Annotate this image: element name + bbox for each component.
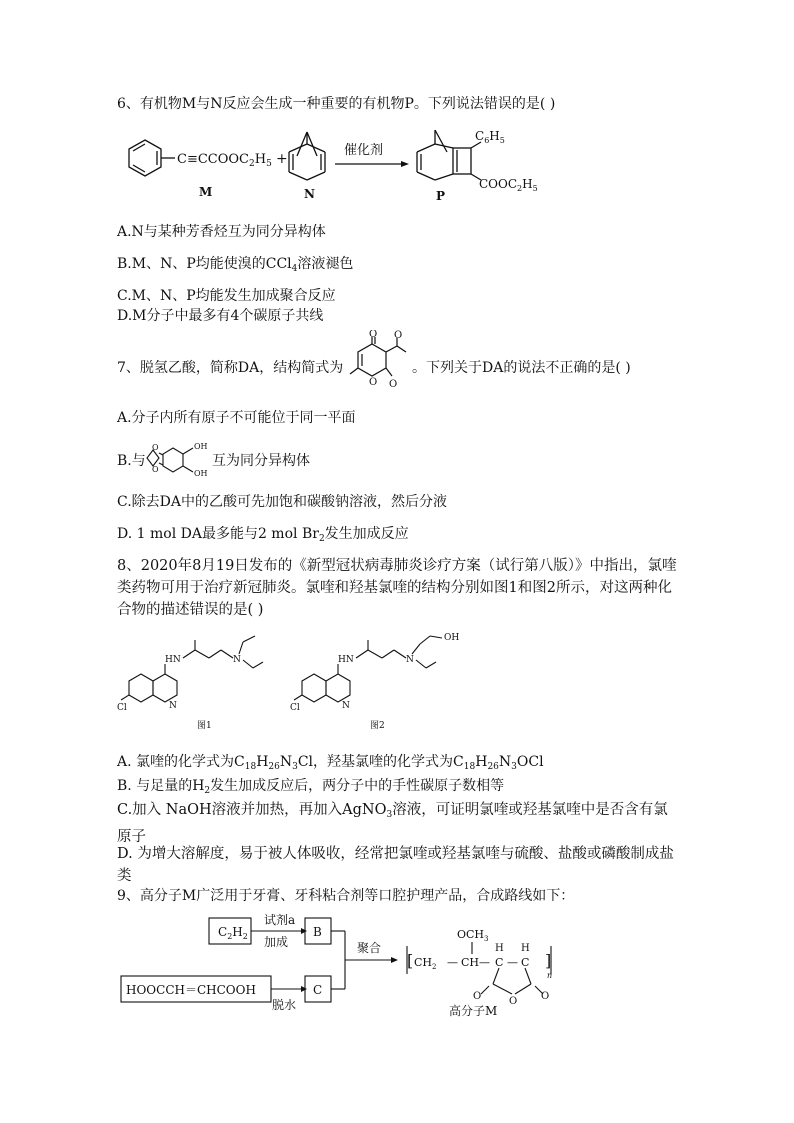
dehydroacetic-acid-structure [342, 330, 412, 392]
addition-label: 加成 [264, 935, 289, 949]
ring-o1: O [473, 991, 482, 1002]
q6-reaction-scheme [117, 122, 557, 208]
svg-text:图2: 图2 [370, 721, 385, 731]
q6-option-d: D.M分子中最多有4个碳原子共线 [117, 308, 324, 324]
norbornadiene-structure [289, 132, 325, 180]
plus-sign: + [276, 151, 288, 167]
q8-option-a: A. 氯喹的化学式为$C_{18}H_{26}N_3Cl$，羟基氯喹的化学式为$C_{18}H_{26}N_3OCl$ [117, 754, 544, 772]
m-substituent-text: $C\equiv CCOOC_2H_5$ [177, 152, 272, 169]
svg-text:O: O [394, 330, 403, 341]
svg-text:—: — [479, 956, 490, 969]
q7-option-b-pre: B.与 [117, 453, 146, 469]
q6-option-c: C.M、N、P均能发生加成聚合反应 [117, 288, 336, 304]
svg-text:O: O [152, 465, 159, 474]
polymerize-label: 聚合 [357, 941, 382, 955]
ch-group: CH [461, 956, 480, 969]
svg-text:OH: OH [194, 442, 208, 451]
bracket-right: ] [545, 951, 552, 970]
ring-o3: O [541, 991, 550, 1002]
q6-stem: 6、有机物M与N反应会生成一种重要的有机物P。下列说法错误的是( ) [117, 96, 556, 112]
q7-option-c: C.除去DA中的乙酸可先加饱和碳酸钠溶液，然后分液 [117, 494, 447, 510]
product-p-structure [417, 130, 481, 180]
label-p: P [436, 189, 446, 203]
svg-text:—: — [507, 956, 518, 969]
arrow-head-icon [401, 161, 409, 167]
svg-text:—: — [447, 956, 458, 969]
box-b-label: B [313, 925, 322, 939]
figure-2-hydroxychloroquine [290, 628, 470, 732]
p-top-substituent: $C_6H_5$ [475, 129, 505, 145]
c2h2-label: $C_2H_2$ [218, 925, 248, 941]
q9-stem: 9、高分子M广泛用于牙膏、牙科粘合剂等口腔护理产品，合成路线如下： [117, 888, 575, 904]
p-bottom-substituent: $COOC_2H_5$ [479, 177, 538, 193]
ring-c2: C [521, 956, 530, 969]
svg-text:OH: OH [444, 633, 460, 643]
reagent-a-label: 试剂a [264, 913, 296, 927]
label-m: M [199, 185, 213, 199]
svg-text:O: O [389, 379, 398, 390]
q8-stem: 8、2020年8月19日发布的《新型冠状病毒肺炎诊疗方案（试行第八版）》中指出，氯喹类药物可用于治疗新冠肺炎。氯喹和羟基氯喹的结构分别如图1和图2所示，对这两种化合物的描述错误的是( ) [117, 558, 677, 618]
ring-h1: H [495, 943, 504, 954]
q7-option-b-post: 互为同分异构体 [212, 453, 310, 469]
ring-o2: O [509, 996, 518, 1007]
dehydrate-label: 脱水 [272, 998, 297, 1012]
och3-group: $OCH_3$ [457, 928, 489, 943]
q6-option-b: B.M、N、P均能使溴的CCl$_4$溶液褪色 [117, 256, 354, 274]
q8-option-b: B. 与足量的$H_2$发生加成反应后，两分子中的手性碳原子数相等 [117, 778, 505, 796]
svg-text:Cl: Cl [117, 703, 127, 713]
arrow-head-icon [391, 957, 398, 963]
polymer-m-label: 高分子M [449, 1004, 498, 1018]
q7-stem-pre: 7、脱氢乙酸，简称DA，结构简式为 [117, 360, 344, 376]
svg-text:O: O [369, 330, 378, 340]
svg-text:O: O [369, 377, 378, 388]
q7-option-a: A.分子内所有原子不可能位于同一平面 [117, 410, 356, 426]
catalyst-label: 催化剂 [344, 143, 384, 158]
bracket-left: [ [407, 951, 414, 970]
box-c-label: C [313, 983, 323, 997]
svg-text:N: N [406, 655, 414, 665]
figure-1-chloroquine [117, 632, 267, 732]
svg-text:O: O [152, 443, 159, 452]
option-b-catechol-structure [145, 436, 213, 482]
repeat-n: n [547, 971, 553, 980]
q7-option-d: D. 1 mol DA最多能与2 mol $Br_2$发生加成反应 [117, 526, 409, 544]
ring-h2: H [521, 943, 530, 954]
arrow-head-icon [301, 928, 307, 934]
arrow-head-icon [301, 986, 307, 992]
svg-text:N: N [233, 655, 241, 665]
benzene-ring [129, 140, 175, 176]
q6-option-a: A.N与某种芳香烃互为同分异构体 [117, 224, 326, 240]
ring-c1: C [495, 956, 504, 969]
svg-text:HN: HN [338, 655, 354, 665]
q8-option-c: C.加入 NaOH溶液并加热，再加入AgNO$_3$溶液，可证明氯喹或羟基氯喹中是否含有氯原子 [117, 802, 668, 845]
svg-text:N: N [169, 701, 177, 711]
ch2-group: $CH_2$ [414, 956, 437, 971]
label-n: N [304, 187, 315, 201]
svg-text:Cl: Cl [290, 703, 300, 713]
svg-text:N: N [342, 701, 350, 711]
svg-text:OH: OH [194, 469, 208, 478]
svg-text:HN: HN [165, 655, 181, 665]
maleic-acid-label: HOOCCH＝CHCOOH [126, 983, 256, 997]
svg-text:图1: 图1 [197, 721, 212, 731]
q8-option-d: D. 为增大溶解度，易于被人体吸收，经常把氯喹或羟基氯喹与硫酸、盐酸或磷酸制成盐类 [117, 846, 674, 884]
q7-stem-post: 。下列关于DA的说法不正确的是( ) [412, 360, 631, 376]
